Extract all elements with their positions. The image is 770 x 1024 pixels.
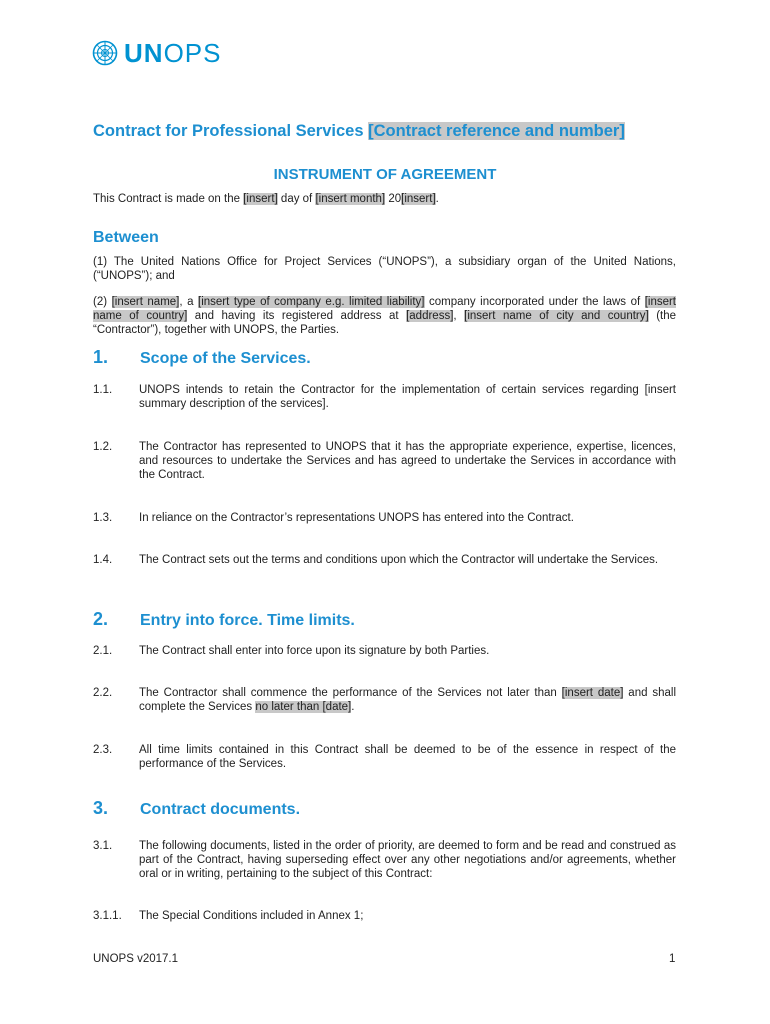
clause-2-2: 2.2. The Contractor shall commence the performance of the Services not later than [insert date] and shall complete the Services no later than [date].	[93, 687, 676, 713]
party-1-paragraph: (1) The United Nations Office for Project Services (“UNOPS”), a subsidiary organ of the United Nations, (“UNOPS”); and	[93, 256, 676, 282]
clause-1-4: 1.4. The Contract sets out the terms and conditions upon which the Contractor will undertake the Services.	[93, 554, 659, 566]
between-heading: Between	[93, 229, 159, 246]
contract-title: Contract for Professional Services [Contract reference and number]	[93, 122, 625, 140]
page-number: 1	[669, 953, 676, 965]
un-emblem-icon	[92, 40, 118, 66]
clause-2-3: 2.3. All time limits contained in this Contract shall be deemed to be of the essence in respect of the performance of the Services.	[93, 744, 676, 770]
logo-text: UNOPS	[124, 38, 222, 68]
clause-3-1: 3.1. The following documents, listed in the order of priority, are deemed to form and be read and construed as part of the Contract, having superseding effect over any other negotiations and/or agreements, whether oral or in writing, pertaining to the subject of this Contract:	[93, 840, 676, 880]
clause-1-2: 1.2. The Contractor has represented to UNOPS that it has the appropriate experience, expertise, licences, and resources to undertake the Services and has agreed to undertake the Services in accordance with the Contract.	[93, 441, 676, 481]
party-2-paragraph: (2) [insert name], a [insert type of company e.g. limited liability] company incorporated under the laws of [insert name of country] and having its registered address at [address], [insert name of city and country] (the “Contractor”), together with UNOPS, the Parties.	[93, 296, 677, 336]
contract-reference-placeholder: [Contract reference and number]	[368, 122, 625, 140]
footer-version: UNOPS v2017.1	[93, 953, 179, 965]
clause-2-1: 2.1. The Contract shall enter into force upon its signature by both Parties.	[93, 645, 490, 657]
section-2-heading: 2. Entry into force. Time limits.	[93, 609, 355, 629]
intro-paragraph: This Contract is made on the [insert] day of [insert month] 20[insert].	[93, 193, 439, 205]
clause-1-1: 1.1. UNOPS intends to retain the Contractor for the implementation of certain services regarding [insert summary description of the services].	[93, 384, 676, 410]
unops-logo	[92, 40, 221, 66]
section-1-heading: 1. Scope of the Services.	[93, 347, 311, 367]
clause-1-3: 1.3. In reliance on the Contractor’s representations UNOPS has entered into the Contract.	[93, 512, 574, 524]
clause-3-1-1: 3.1.1. The Special Conditions included in Annex 1;	[93, 910, 364, 922]
section-3-heading: 3. Contract documents.	[93, 798, 301, 818]
instrument-heading: INSTRUMENT OF AGREEMENT	[273, 166, 497, 183]
